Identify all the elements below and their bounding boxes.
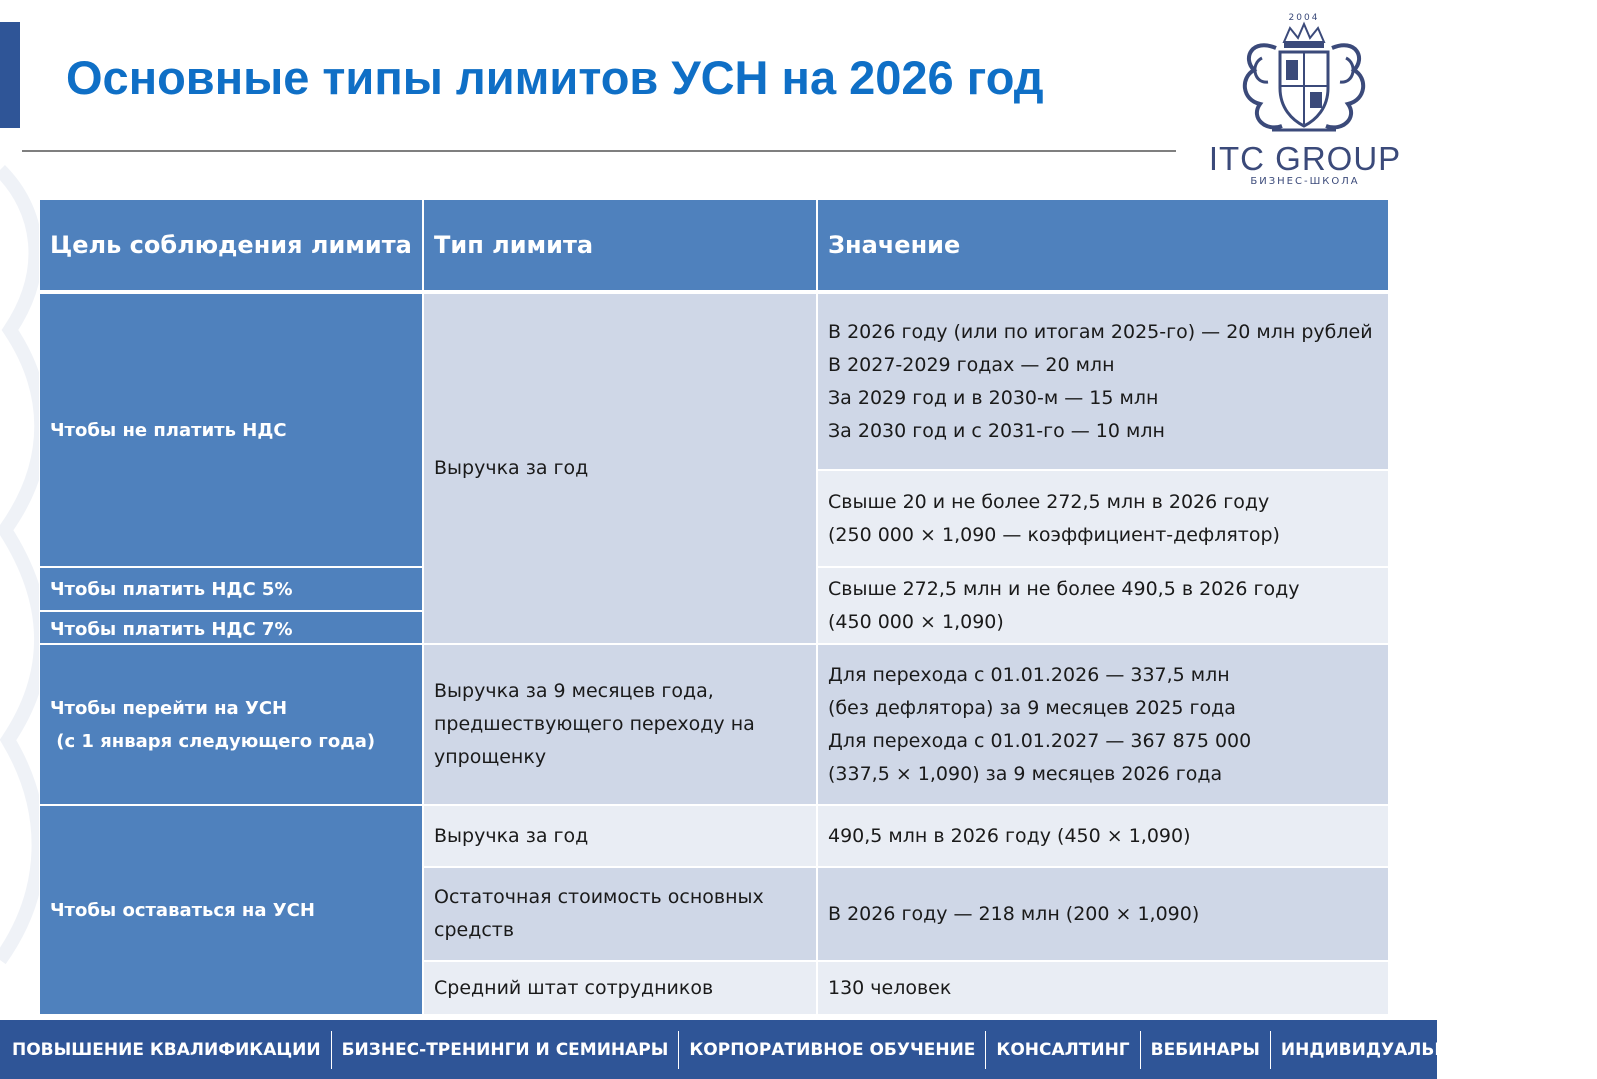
type-annual-revenue: Выручка за год (423, 293, 817, 644)
value-stay-revenue: 490,5 млн в 2026 году (450 × 1,090) (817, 805, 1389, 867)
value-staff: 130 человек (817, 961, 1389, 1015)
value-no-vat-line-1: В 2026 году (или по итогам 2025-го) — 20 млн рублей (828, 320, 1373, 343)
svg-text:2004: 2004 (1288, 13, 1320, 23)
type-stay-revenue: Выручка за год (423, 805, 817, 867)
services-footer (0, 1020, 1587, 1079)
value-no-vat-line-4: За 2030 год и с 2031-го — 10 млн (828, 419, 1165, 442)
type-staff: Средний штат сотрудников (423, 961, 817, 1015)
column-header-goal: Цель соблюдения лимита (39, 199, 423, 293)
goal-vat-7-label: Чтобы платить НДС 7% (50, 619, 293, 640)
page-title: Основные типы лимитов УСН на 2026 год (66, 51, 1044, 104)
goal-vat-5: Чтобы платить НДС 5% (39, 567, 423, 611)
goal-vat-7 (39, 611, 423, 644)
footer-item-trainings: БИЗНЕС-ТРЕНИНГИ И СЕМИНАРЫ (332, 1031, 680, 1069)
value-switch-line-4: (337,5 × 1,090) за 9 месяцев 2026 года (828, 762, 1223, 785)
goal-switch-line-1: Чтобы перейти на УСН (50, 697, 288, 719)
usn-limits-table (39, 199, 1389, 1018)
title-divider (22, 150, 1176, 152)
value-vat-5-line-2: (250 000 × 1,090 — коэффициент-дефлятор) (828, 523, 1280, 546)
goal-switch-usn (39, 644, 423, 805)
footer-item-corporate: КОРПОРАТИВНОЕ ОБУЧЕНИЕ (679, 1031, 986, 1069)
value-no-vat-line-3: За 2029 год и в 2030-м — 15 млн (828, 386, 1159, 409)
value-switch-line-3: Для перехода с 01.01.2027 — 367 875 000 (828, 729, 1252, 752)
column-header-type: Тип лимита (423, 199, 817, 293)
crest-icon (1232, 8, 1376, 138)
value-switch-line-2: (без дефлятора) за 9 месяцев 2025 года (828, 696, 1236, 719)
value-no-vat-line-2: В 2027-2029 годах — 20 млн (828, 353, 1115, 376)
value-switch-line-1: Для перехода с 01.01.2026 — 337,5 млн (828, 663, 1230, 686)
value-vat-7 (817, 567, 1389, 644)
value-vat-5-line-1: Свыше 20 и не более 272,5 млн в 2026 году (828, 490, 1270, 513)
value-no-vat (817, 293, 1389, 470)
type-switch-revenue: Выручка за 9 месяцев года, предшествующего переходу на упрощенку (423, 644, 817, 805)
value-vat-5 (817, 470, 1389, 567)
goal-no-vat: Чтобы не платить НДС (39, 293, 423, 567)
value-switch-usn (817, 644, 1389, 805)
goal-stay-usn: Чтобы оставаться на УСН (39, 805, 423, 1015)
goal-switch-line-2: (с 1 января следующего года) (50, 730, 376, 752)
footer-item-webinars: ВЕБИНАРЫ (1141, 1031, 1271, 1069)
value-vat-7-line-1: Свыше 272,5 млн и не более 490,5 в 2026 году (828, 577, 1300, 600)
value-vat-7-line-2: (450 000 × 1,090) (828, 610, 1004, 633)
type-fixed-assets: Остаточная стоимость основных средств (423, 867, 817, 961)
title-accent-bar (0, 22, 20, 128)
logo-subtitle: БИЗНЕС-ШКОЛА (1250, 176, 1360, 187)
footer-item-consulting: КОНСАЛТИНГ (986, 1031, 1140, 1069)
logo-name: ITC GROUP (1208, 140, 1402, 177)
footer-item-individual: ИНДИВИДУАЛЬНОЕ ОБУЧЕНИЕ (1280, 1039, 1587, 1060)
footer-item-qualification: ПОВЫШЕНИЕ КВАЛИФИКАЦИИ (2, 1031, 332, 1069)
value-fixed-assets: В 2026 году — 218 млн (200 × 1,090) (817, 867, 1389, 961)
itc-group-logo (1200, 8, 1410, 193)
column-header-value: Значение (817, 199, 1389, 293)
